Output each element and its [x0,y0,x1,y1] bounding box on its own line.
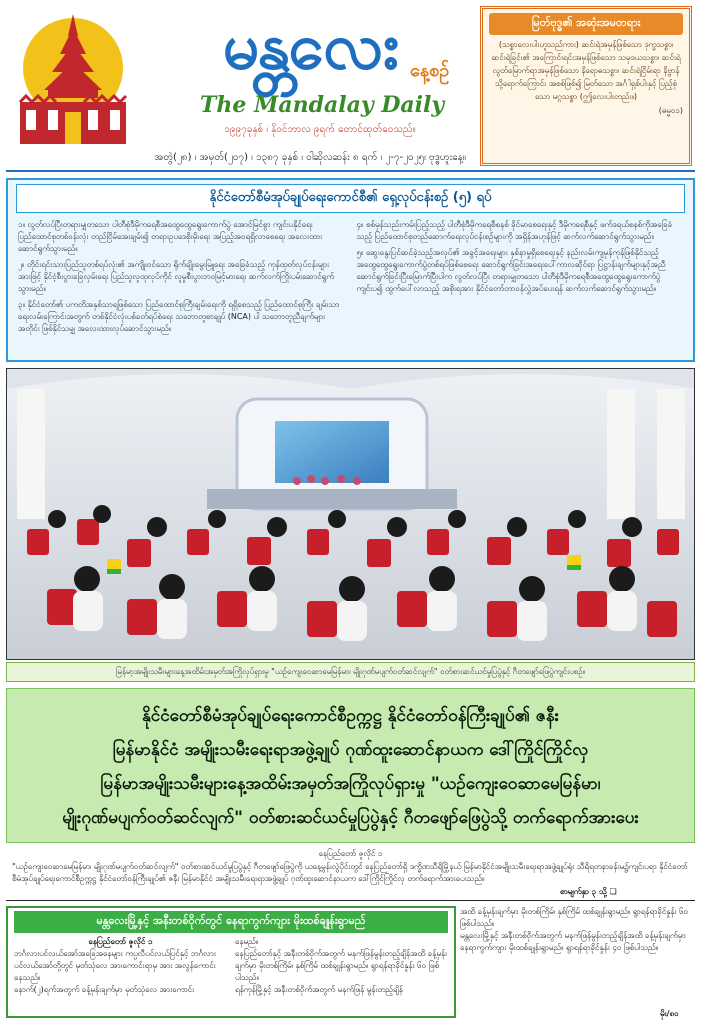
headline-line: မြန်မာအမျိုးသမီးများနေ့အထိမ်းအမှတ်အကြိုလုပ်ရှားမှု "ယဉ်ကျေးဝေဆာမေမြန်မာ၊ [100,774,601,794]
headline-line: နိုင်ငံတော်စီမံအုပ်ချုပ်ရေးကောင်စီဥက္ကဋ္ဌ နိုင်ငံတော်ဝန်ကြီးချုပ်၏ ဇနီး [142,706,559,726]
weather-box [6,906,456,1018]
policy-item: ၃။ နိုင်ငံတော်၏ ပကတိအနှစ်သာရဖြစ်သော ပြည်ထောင်စုကြီးချမ်းရေးကို ရရှိစေသည့် ပြည်ထောင်စုကြီး ချမ်းသာရေးလမ်းကြောင်းအတွက် တစ်နိုင်ငံလုံးပစ်ခတ်ရပ်စဲရေး သဘောတူစာချုပ် (NCA) ပါ သဘောတူညီချက်များ အတိုင်း ဖြစ်နိုင်သမျှ အလေးထားလုပ်ဆောင်သွားမည်။ [18,300,340,333]
article-lead: "ယဉ်ကျေးဝေဆာမေမြန်မာ၊ မျိုးဂုဏ်မပျက်ဝတ်ဆင်လျက်" ဝတ်စားဆင်ယင်မှုပြပွဲနှင့် ဂီတဖျော်ဖြေပွဲကို ယနေ့မွန်းလွဲပိုင်းတွင် နေပြည်တော်ရှိ ဒက္ခိဏသီရိမြို့နယ် မြန်မာနိုင်ငံအမျိုးသမီးရေးရာအဖွဲ့ချုပ်ရုံး သီရိရတနာခန်းမ၌ကျင်းပရာ နိုင်ငံတော်စီမံအုပ်ချုပ်ရေးကောင်စီဥက္ကဋ္ဌ နိုင်ငံတော်ဝန်ကြီးချုပ်၏ ဇနီး မြန်မာနိုင်ငံ အမျိုးသမီးရေးရာအဖွဲ့ချုပ် ဂုဏ်ထူးဆောင်နာယက ဒေါ်ကြိုင်ကြိုင်လှ တက်ရောက်အားပေးသည်။ [12,862,688,883]
policy-item: ၄။ စစ်မှန်သည်းကမ်းပြည့်သည့် ပါတီစုံဒီမိုကရေစီစနစ် ခိုင်မာစေရေးနှင့် ဒီမိုကရေစီနှင့် ဖက်ဒရယ်စနစ်ကိုအခြေခံသည့် ပြည်ထောင်စုတည်ဆောက်ရေးလုပ်ငန်းစဉ်များကို အရှိန်အဟုန်ဖြင့် ဆက်လက်ဆောင်ရွက်သွားမည်။ [356,220,673,241]
headline-line: မျိုးဂုဏ်မပျက်ဝတ်ဆင်လျက်" ဝတ်စားဆင်ယင်မှုပြပွဲနှင့် ဂီတဖျော်ဖြေပွဲသို့ တက်ရောက်အားပေး [62,808,639,828]
masthead-logo [8,6,138,156]
masthead-title-sub: နေ့စဉ် [410,60,450,81]
section-divider [6,900,695,901]
weather-column-middle [235,936,448,996]
policy-item: ၂။ တိုင်းရင်းသားပြည်သူတစ်ရပ်လုံး၏ အကျိုးဝင်သော ရိုက်ချိုးမွေးမြူရေး အခြေခံသည့် ကုန်ထုတ်လုပ်ငန်းများအားဖြင့် နိုင်ငံ့စီးပွားခြေလှမ်းရေး ပြည်သူလူထုလုပ်ကိုင် လူမှုစီးပွားဘဝမြင့်မားရေး ဆက်လက်ကြိုးပမ်းဆောင်ရွက်သွားမည်။ [18,260,335,293]
weather-title: မန္တလေးမြို့နှင့် အနီးတစ်ဝိုက်တွင် နေရာကွက်ကျား မိုးထစ်ချုန်းရွာမည် [14,911,448,933]
continued-marker: စာမျက်နှာ ၃ သို့ ❏ [560,887,617,896]
weather-paragraph: နောက်(၂)ရက်အတွက် ခန့်မှန်းချက်မှာ မုတ်သုံလေ အားကောင်း [14,985,195,994]
weather-paragraph: ရန်ကုန်မြို့နှင့် အနီးတစ်ဝိုက်အတွက် မနက်ဖြန် မွန်းတည့်ချိန် [235,985,403,994]
policy-column-left [18,219,345,339]
weather-column-right [460,906,692,954]
photo-caption: မြန်မာ့အမျိုးသမီးများနေ့အထိမ်းအမှတ်အကြိုလုပ်ရှားမှု "ယဉ်ကျေးဝေဆာမေမြန်မာ၊ မျိုးဂုဏ်မပျက်ဝတ်ဆင်လျက်" ဝတ်စားဆင်ယင်မှုပြပွဲနှင့် ဂီတဖျော်ဖြေပွဲကျင်းပစဉ်။ [6,662,695,682]
headline-line: မြန်မာနိုင်ငံ အမျိုးသမီးရေးရာအဖွဲ့ချုပ် ဂုဏ်ထူးဆောင်နာယက ဒေါ်ကြိုင်ကြိုင်လှ [112,740,589,760]
weather-page-ref: မိုး/၈၀ [660,1009,679,1018]
buddha-teaching-source: (ဓမ္မ၀၁) [658,106,683,115]
weather-paragraph: မန္တလေးမြို့နှင့် အနီးတစ်ဝိုက်အတွက် မနက်ဖြန်မွန်းတည့်ချိန်အထိ ခန့်မှန်းချက်မှာ နေရာကွက်ကျား မိုးထစ်ချုန်းရွာမည်။ ရွာရန်ရာခိုင်နှုန်း ၄၀ ဖြစ်ပါသည်။ [460,931,686,952]
masthead-tagline: ၁၉၉၇ခုနှစ် ၊ နိုဝင်ဘာလ ၉ရက် တောင်ထုတ်ဝေသည်။ [224,124,416,135]
policy-box [6,178,695,362]
article-byline: နေပြည်တော် ဇူလိုင် ၁ [318,849,383,858]
policy-item: ၅။ ဆွေးနွေးပြင်ဆင်ခဲ့သည့်အလုပ်၏ အခွင့်အရေးများ နှစ်နာမှုရှိစေရေးနှင့် နည်းလမ်းကျမှန်ကုန်ဖြစ်နိုင်သည့် အထွေထွေရွေးကောက်ပွဲတစ်ရပ်ဖြစ်စေရေး ဆောင်ရွက်ခြင်းအရေးပေါ်ကာလဆိုင်ရာ ပြဋ္ဌာန်းချက်များနှင့်အညီ ဆောင်ရွက်ခြင်းပြီးမြောက်ပြီးပါက လွတ်လပ်ပြီး တရားမျှတသော ပါတီစုံဒီမိုကရေစီအထွေထွေရွေးကောက်ပွဲ ကျင်းပ၍ ထွက်ပေါ်လာသည့် အစိုးရအား နိုင်ငံတော်တာဝန်လွှဲအပ်ပေးရန် ဆက်လက်ဆောင်ရွက်သွားမည်။ [356,248,666,293]
weather-paragraph: အထိ ခန့်မှန်းချက်မှာ မိုးတစ်ကြိမ်၊ နှစ်ကြိမ် ထစ်ချုန်းရွာမည်။ ရွာရန်ရာခိုင်နှုန်း ၆၀ ဖြစ်ပါသည်။ [460,907,689,928]
weather-paragraph: နေပြည်တော်နှင့် အနီးတစ်ဝိုက်အတွက် မနက်ဖြန်မွန်းတည့်ချိန်အထိ ခန့်မှန်းချက်မှာ မိုးတစ်ကြိမ်၊ နှစ်ကြိမ် ထစ်ချုန်းရွာမည်။ ရွာရန်ရာခိုင်နှုန်း ၆၀ ဖြစ်ပါသည်။ [235,949,448,982]
main-headline [6,688,695,843]
weather-dateline: နေပြည်တော် ဇူလိုင် ၁ [88,937,153,946]
buddha-teaching-body: (သစ္စာလေးပါးဟူသည်ကား) ဆင်းရဲအမှန်ဖြစ်သော ဒုက္ခသစ္စာ၊ ဆင်းရဲခြင်း၏ အကြောင်းရင်းအမှန်ဖြစ်သော သမုဒယသစ္စာ၊ ဆင်းရဲ လွတ်မြောက်ရာအမှန်ဖြစ်သော နိရောဓသစ္စာ၊ ဆင်းရဲငြိမ်းရာ နိဗ္ဗာန်သို့ရောက်ကြောင်း အစစ်ဖြစ်၍ မြတ်သော အင်္ဂါရှစ်ပါးနှင့် ပြည့်စုံသော မဂ္ဂသစ္စာ (ဤလေးပါးတည်း။) [491,40,681,101]
masthead-divider [6,170,695,172]
masthead-dateline: အတွဲ(၂၈) ၊ အမှတ်(၂၀၇) ၊ ၁၃၈၇ ခုနှစ် ၊ ဝါဆိုလဆန်း ၈ ရက် ၊ ၂-၇-၂၀၂၅၊ ဗုဒ္ဓဟူးနေ့။ [154,152,466,163]
policy-column-right [357,219,684,339]
masthead-title: မန္တလေး [222,9,398,84]
policy-title: နိုင်ငံတော်စီမံအုပ်ချုပ်ရေးကောင်စီ၏ ရှေ့လုပ်ငန်းစဉ် (၅) ရပ် [16,184,685,213]
policy-item: ၁။ လွတ်လပ်ပြီးတရားမျှတသော ပါတီစုံဒီမိုကရေစီအထွေထွေရွေးကောက်ပွဲ အောင်မြင်စွာ ကျင်းပနိုင်ရေး ပြည်ထောင်စုတစ်ဝန်းလုံး တည်ငြိမ်အေးချမ်း၍ တရားဥပဒေစိုးမိုးရေး အပြည့်အဝရရှိလာစေရေး အလေးထားဆောင်ရွက်သွားမည်။ [18,220,323,253]
buddha-teaching-title: မြတ်ဗုဒ္ဓ၏ အဆုံးအမတရား [489,13,683,35]
masthead-title-english: The Mandalay Daily [200,92,445,118]
weather-paragraph: နေမည်။ [235,937,259,946]
event-photo [6,368,695,660]
weather-column-left [14,936,227,996]
buddha-teaching-box [480,6,692,166]
weather-paragraph: ဘင်္ဂလားပင်လယ်အော်အခြေအနေများ ကပ္ပလီပင်လယ်ပြင်နှင့် ဘင်္ဂလားပင်လယ်အော်တို့တွင် မုတ်သုံလေ အားကောင်းရာမှ အား အလွန်ကောင်းနေသည်။ [14,949,216,982]
